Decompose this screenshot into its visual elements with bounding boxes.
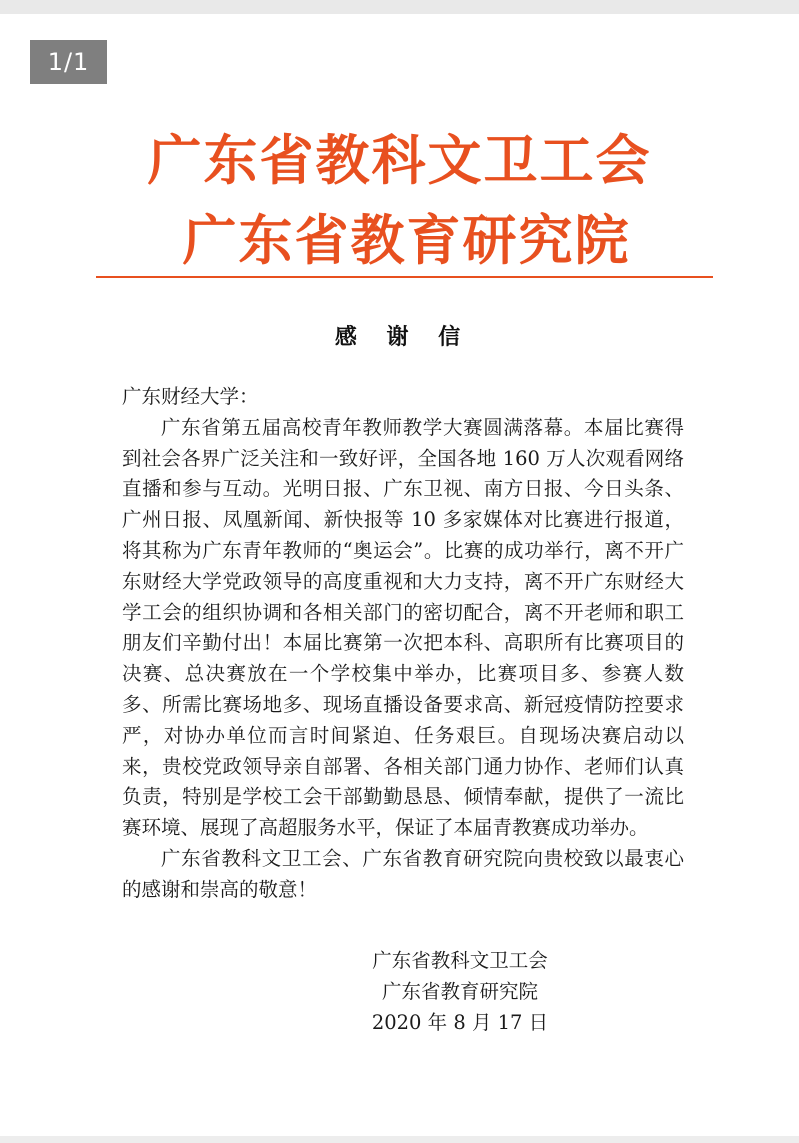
signature-block (340, 946, 580, 1038)
salutation: 广东财经大学： (122, 385, 259, 408)
letterhead-line-1: 广东省教科文卫工会 (147, 129, 652, 192)
page-indicator: 1/1 (30, 40, 107, 84)
document-title: 感 谢 信 (334, 325, 465, 350)
letter-body (122, 382, 684, 906)
body-paragraph-2: 广东省教科文卫工会、广东省教育研究院向贵校致以最衷心的感谢和崇高的敬意！ (122, 846, 684, 901)
signature-org-1: 广东省教科文卫工会 (372, 949, 548, 972)
body-paragraph-1: 广东省第五届高校青年教师教学大赛圆满落幕。本届比赛得到社会各界广泛关注和一致好评，全国各地 160 万人次观看网络直播和参与互动。光明日报、广东卫视、南方日报、今日头条、广州日报、凤凰新闻、新快报等 10 多家媒体对比赛进行报道，将其称为广东青年教师的“奥运会”。比赛的成功举行，离不开广东财经大学党政领导的高度重视和大力支持，离不开广东财经大学工会的组织协调和各相关部门的密切配合，离不开老师和职工朋友们辛勤付出！本届比赛第一次把本科、高职所有比赛项目的决赛、总决赛放在一个学校集中举办，比赛项目多、参赛人数多、所需比赛场地多、现场直播设备要求高、新冠疫情防控要求严，对协办单位而言时间紧迫、任务艰巨。自现场决赛启动以来，贵校党政领导亲自部署、各相关部门通力协作、老师们认真负责，特别是学校工会干部勤勤恳恳、倾情奉献，提供了一流比赛环境、展现了高超服务水平，保证了本届青教赛成功举办。 (122, 415, 684, 840)
viewer-top-bar (0, 0, 799, 14)
signature-date: 2020 年 8 月 17 日 (371, 1010, 549, 1034)
letterhead-line-2: 广东省教育研究院 (182, 209, 631, 272)
signature-org-2: 广东省教育研究院 (381, 979, 538, 1003)
letterhead-divider (96, 276, 713, 278)
page-bottom-edge (0, 1136, 799, 1143)
